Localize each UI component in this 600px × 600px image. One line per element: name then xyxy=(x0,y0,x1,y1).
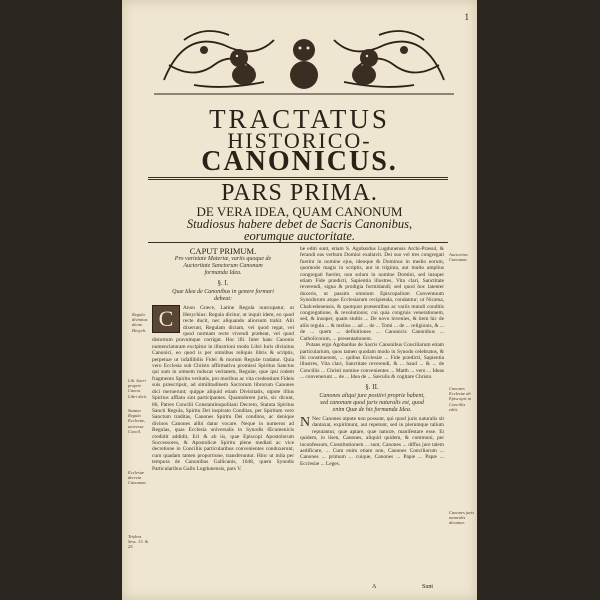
book-page xyxy=(122,0,477,600)
margin-note-right-1: Auctoritas Canonum. xyxy=(449,252,468,263)
margin-note-left-2: Lib. Sacri proprie Canon. Libri dicti. xyxy=(128,378,148,399)
margin-note-right-3: Canones juris naturalis dicuntur. xyxy=(449,510,475,526)
question-2b: sed canonum quod juris naturalis est, quod xyxy=(320,399,424,406)
right-body-2: Putans ergo Agobardus de Sacris Canonibus Conciliarum etiam particularium, quos tamen quodam modo in Synodo celebratos, & ibi constituerent, ... quibus Ecclesiæ ... Fide prædicti, Sapientia illustres, Vita clari, Sanctitate reverendi, & ... haud ... & ... de Conciliis ... Christi nomine convenientes ... Matth ... vero ... Ideas ... convenerunt ... de ... Idea de ... Sæculis & cogitare Christo. xyxy=(300,342,444,381)
left-body xyxy=(152,305,294,472)
subtitle-line-2: Studiosus habere debet de Sacris Canonibus, xyxy=(186,217,413,231)
title-line-2: HISTORICO- xyxy=(227,128,372,153)
right-body-3 xyxy=(300,416,444,467)
margin-note-right-2: Canones Ecclesiæ ab Episcopis in Conciliis editi. xyxy=(449,386,472,412)
question-1a: Quæ Idea de Canonibus in genere formari xyxy=(172,289,274,296)
headpiece-ornament xyxy=(154,20,454,95)
margin-note-left-5: Trident. Sess. 13. & 25. xyxy=(128,534,149,550)
part-title: PARS PRIMA. xyxy=(221,180,378,206)
dropcap-n: N xyxy=(300,414,311,430)
section-1: §. I. xyxy=(217,279,229,287)
subtitle-line-3: eorumque auctoritate. xyxy=(243,229,356,243)
question-2c: enim Quæ de his formanda Idea. xyxy=(332,406,412,413)
margin-note-left-3: Statuta Regula Ecclesiæ, universa Concil. xyxy=(128,408,146,434)
right-body-1: he editi sunt, etiam S. Agobardus Lugdunensis Archi-Præsul, & ferandi eas verbum Domini exaltavit. Dei suo vel tres congregati fuerint in nomine ejus, ideoque & Dominus in medio eorum, quomodo magis in scriptis, aut in triginta, aut multo amplius congregati fuerint, non solum in nomine Domini, sed insuper etiam Fide prædicti, Sapientia illustres, Vita clari, Sanctitate reverendi, signa & prodigia formidandi; sed quod hoc latenter duxeris, ut passim omnium Episcopalium Conventuum Synodorum atque Ecclesiarum recipienda, condantur; ut Nicæna, Chalcedonensis, & quotquot præsentibus ac variis mundi conditis congregatione, & revolutionis; cui quia congruis venerationem, sed, & insuper, quam stultis ... De novo invenies, & item hic de aliis regula ... & melius ... ad ... de ... Tomi ... de ... religionis, & ... de ... quem ... definitiones ... Canonicis Canonibus ... Catholicorum, ... presentationem. xyxy=(300,246,444,342)
page-number: 1 xyxy=(464,12,469,22)
title-rule xyxy=(148,177,448,178)
question-1b: debeat: xyxy=(214,296,232,303)
right-body-3-text: Nec Canones utpote non possunt, qui quod juris naturalis sit dantaxat, expirimunt, aut repetunt, sed in plerumque talium reputantur, quæ aptare, quæ naturæ, manifestare esse. Et quidem, in lisen, Canones, aliquid quidem, & communi, per inconfessum, Constitutionem ... sunt, Canones ... diffus jure talem aedificare, ... Cum enim etiam non, Canones Conciliorum ... Canones ... primum ... cuique, Canones ... Papæ ... Papæ ... Ecclesiæ ... Leges. xyxy=(300,415,444,467)
chapter-heading: CAPUT PRIMUM. xyxy=(189,246,257,256)
chapter-sub-1: Pro varietate Materiæ, variis quoque de xyxy=(174,256,272,262)
left-body-text: Anon Græce, Latine Regula nuncupatur, ut Hesychius: Regula dicitur, ut inquit idem, eo quod recte ducit, nec aliquando aliorsum trahit. Alii dixerunt, Regulam dictam, vel quod regat, vel quod normam recte vivendi præbeat, vel quod distortum pravumque corrigat. Hoc illi. Inter hanc Canonis nomenclaturam excipitur in illustrioni modo Libri Iuris divinitus Canonici, eo quod is per omnibus reliquis libris & scriptis, perpetuæ ut infallibilis Fidei & morum Regulæ tradatur. Quia vero Ecclesia sub Christo affirmativa promissi Spiritus Sanctus qui sum in omnem inducat veritatem, Regulæ, quæ ipsi rodem fragmento Spiritu veritatis, pro moribus ac vita credentium Fideis suis præscripsit, ad similitudinem Sacrorum librorum Canones dici meruerunt; quippe aliquid etiam Divinitatis, utpote illius Spiritus afflatu sint participantes. Quamobrem juris, sic dicunt, 86, Patres Concilii Constantinopolitani Decreto, Statuta Spiritus Sancti Regula, Spiritu Dei inspirato Conditas, per Spiritum vero Sanctum traditas, Canones Spiritu Dei conditos, ac denique divinos Canones alibi datur vocare. Neque in numeros ad Regulas, quas Ecclesia universalis in Synodis Œcumenicis credidit addidit, Ecl & ab iis, quæ Episcopi Apostolorum Successores, & Apostolicæ Spiritu plene mediati ac vice decretione in Conciliis particularibus convenientes conduxerunt, cum quadam tamen proportione, transferuntur. Hinc ut mila per tempora de Canonibus Gallicanis, 1648, quem Synodis Particularibus Gallo Lugdunensis, pars V. xyxy=(152,305,294,472)
subtitle-line-1: DE VERA IDEA, QUAM CANONUM xyxy=(196,204,403,219)
margin-note-left-1: Regula divinitus dictæ. Hesych. xyxy=(132,312,148,333)
chapter-sub-3: formanda Idea. xyxy=(204,270,242,276)
catchword: Sunt xyxy=(422,584,434,590)
margin-note-left-4: Ecclesiæ decreta Canonum. xyxy=(128,470,147,486)
right-column xyxy=(300,246,444,586)
dropcap-c: C xyxy=(152,305,180,333)
left-column xyxy=(152,246,294,586)
signature-mark: A xyxy=(372,584,377,590)
title-line-3: CANONICUS. xyxy=(201,146,398,177)
question-2a: Canones aliqui jure positivi proprie habent, xyxy=(319,392,425,399)
section-2: §. II. xyxy=(365,382,379,391)
subtitle-rule xyxy=(148,242,448,243)
title-line-1: TRACTATUS xyxy=(209,104,390,134)
chapter-sub-2: Auctoritate Sanctorum Canonum xyxy=(183,263,263,269)
